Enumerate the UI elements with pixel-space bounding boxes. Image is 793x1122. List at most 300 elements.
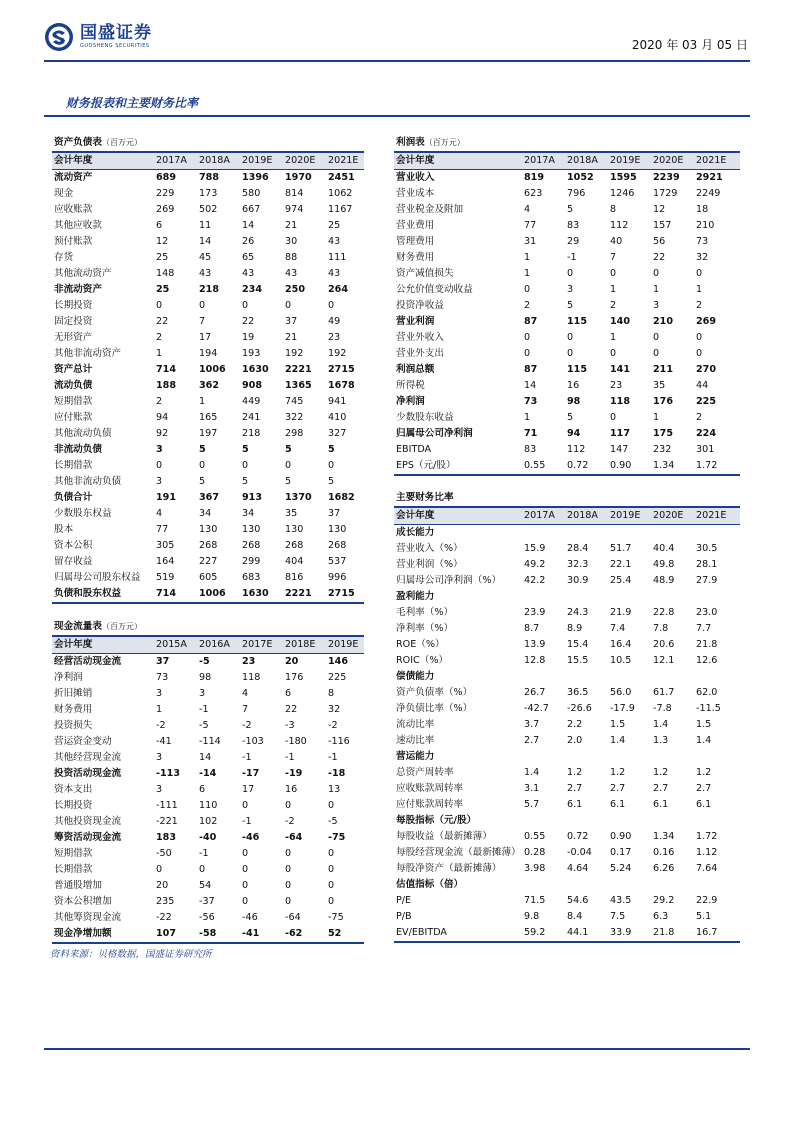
row-label: 营运能力 (396, 751, 435, 762)
table-row (394, 653, 740, 669)
table-row (52, 218, 364, 234)
row-value: 211 (653, 364, 674, 375)
row-value: 176 (285, 672, 304, 683)
row-value: 43 (328, 236, 341, 247)
row-value: -62 (285, 926, 328, 943)
row-value: -113 (156, 768, 181, 779)
row-value: 73 (156, 672, 169, 683)
row-value (653, 877, 696, 893)
row-value: 4 (156, 508, 163, 519)
row-value: 192 (328, 348, 347, 359)
row-label: 长期借款 (54, 864, 93, 875)
row-value: 3 (156, 444, 163, 455)
row-value: 8.9 (567, 623, 583, 634)
row-value: -1 (285, 752, 295, 763)
row-value: -17.9 (610, 703, 635, 714)
row-label: 长期投资 (54, 800, 93, 811)
row-label: 资产减值损失 (396, 268, 454, 279)
row-value: 0 (653, 268, 660, 279)
row-value: 6 (156, 220, 163, 231)
row-value: -18 (328, 768, 346, 779)
row-value: 44.1 (567, 925, 610, 942)
row-value: 519 (156, 572, 175, 583)
row-label: 营业利润（%） (396, 559, 463, 570)
table-row (52, 686, 364, 702)
table-row (394, 829, 740, 845)
table-row (52, 314, 364, 330)
table-row (52, 538, 364, 554)
row-value: 23 (242, 656, 256, 667)
row-value: 4.64 (567, 863, 589, 874)
row-value (610, 525, 653, 542)
table-row (394, 781, 740, 797)
row-value: 814 (285, 188, 304, 199)
row-label: 营业外收入 (396, 332, 444, 343)
table-row (52, 410, 364, 426)
row-value: 21 (285, 332, 298, 343)
row-value: 94 (156, 412, 169, 423)
row-value: 5 (242, 476, 249, 487)
row-value: 35 (285, 508, 298, 519)
row-value: 77 (156, 524, 169, 535)
row-label: 资产总计 (54, 364, 93, 375)
row-value: 6.1 (696, 799, 712, 810)
row-value: -2 (242, 720, 252, 731)
row-value (567, 589, 610, 605)
row-value: 73 (696, 236, 709, 247)
row-value: 0.55 (524, 458, 567, 475)
row-value: 0 (610, 268, 617, 279)
row-value: 140 (610, 316, 631, 327)
row-value: 28.1 (696, 559, 718, 570)
row-value: 35 (653, 380, 666, 391)
row-label: 营业收入（%） (396, 543, 463, 554)
row-value: 15.9 (524, 543, 546, 554)
row-value: 22 (242, 316, 255, 327)
row-value: 191 (156, 492, 177, 503)
row-value: 5 (242, 444, 249, 455)
row-value (524, 749, 567, 765)
row-value: 54 (199, 880, 212, 891)
table-row (52, 814, 364, 830)
row-value: 2.7 (653, 783, 669, 794)
table-row (394, 621, 740, 637)
row-value: 270 (696, 364, 717, 375)
row-value: 0 (328, 880, 335, 891)
row-value: 224 (696, 428, 717, 439)
row-value: 141 (610, 364, 631, 375)
row-value (610, 669, 653, 685)
row-label: 经营活动现金流 (54, 656, 122, 667)
row-value (696, 525, 740, 542)
row-value: -114 (199, 736, 221, 747)
row-value: 115 (567, 364, 588, 375)
row-value: 1 (156, 704, 163, 715)
row-value: 2 (156, 396, 163, 407)
row-value: 268 (199, 540, 218, 551)
row-value: 327 (328, 428, 347, 439)
row-value: 130 (328, 524, 347, 535)
row-value: 268 (328, 540, 347, 551)
row-value: 107 (156, 926, 199, 943)
logo-chinese-name: 国盛证券 (80, 23, 152, 43)
row-value: 745 (285, 396, 304, 407)
row-value: 30.5 (696, 543, 718, 554)
row-value: -2 (328, 720, 338, 731)
row-value: 1.2 (653, 767, 669, 778)
row-label: 现金 (54, 188, 74, 199)
row-value: 118 (610, 396, 631, 407)
row-value: 908 (242, 380, 263, 391)
row-value: 0 (285, 896, 292, 907)
row-value: 1246 (610, 188, 635, 199)
row-value: 0 (610, 412, 617, 423)
table-row (394, 669, 740, 685)
table-row (394, 218, 740, 234)
table-row (52, 298, 364, 314)
header-year: 2017E (242, 636, 285, 654)
report-date: 2020 年 03 月 05 日 (631, 38, 748, 52)
table-row (394, 266, 740, 282)
row-label: 其他经营现金流 (54, 752, 122, 763)
row-label: 其他投资现金流 (54, 816, 122, 827)
row-value: 29.2 (653, 895, 675, 906)
row-value: 1.12 (696, 847, 718, 858)
row-value: 43 (199, 268, 212, 279)
row-value (567, 877, 610, 893)
row-value: 0.17 (610, 847, 632, 858)
row-value: 8 (328, 688, 335, 699)
row-value: 4 (524, 204, 531, 215)
row-value: -221 (156, 816, 178, 827)
row-value: 14 (242, 220, 255, 231)
row-value: -46 (242, 832, 260, 843)
row-value: 796 (567, 188, 586, 199)
header-label: 会计年度 (394, 152, 524, 170)
row-value: 1630 (242, 586, 285, 603)
row-value: -75 (328, 832, 346, 843)
row-label: 资产负债率（%） (396, 687, 473, 698)
row-label: 其他流动负债 (54, 428, 112, 439)
row-label: 净负债比率（%） (396, 703, 473, 714)
table-row (394, 525, 740, 542)
row-value: 1.72 (696, 458, 740, 475)
row-value: 43 (285, 268, 298, 279)
row-value: 0.72 (567, 831, 589, 842)
row-value: 1 (610, 332, 617, 343)
row-value: 12.8 (524, 655, 546, 666)
row-value: 268 (242, 540, 261, 551)
table-row (394, 394, 740, 410)
row-value: 165 (199, 412, 218, 423)
row-value: 15.4 (567, 639, 589, 650)
header-year: 2019E (242, 152, 285, 170)
header-year: 2020E (653, 152, 696, 170)
row-value: 12.6 (696, 655, 718, 666)
row-value: 30.9 (567, 575, 589, 586)
row-value: 1970 (285, 172, 312, 183)
row-value: -64 (285, 832, 303, 843)
row-value: 0 (242, 460, 249, 471)
row-value: 16.4 (610, 639, 632, 650)
row-value: 14 (524, 380, 537, 391)
table-header-row (394, 507, 740, 525)
row-value: 25 (156, 284, 170, 295)
row-value: 0 (524, 348, 531, 359)
row-value: 1062 (328, 188, 353, 199)
row-value: 23.9 (524, 607, 546, 618)
table-row (394, 442, 740, 458)
row-label: 投资净收益 (396, 300, 444, 311)
row-value: 49 (328, 316, 341, 327)
row-value: 5 (567, 412, 574, 423)
header-year: 2018A (567, 152, 610, 170)
row-label: 其他筹资现金流 (54, 912, 122, 923)
financial-ratios-table (394, 490, 740, 943)
row-value: 2.7 (524, 735, 540, 746)
row-value: 19 (242, 332, 255, 343)
table-title (52, 135, 364, 152)
row-value: -2 (285, 816, 295, 827)
row-value: 0 (242, 300, 249, 311)
row-value: 449 (242, 396, 261, 407)
data-source-note: 资料来源：贝格数据，国盛证券研究所 (50, 949, 212, 960)
table-row (52, 750, 364, 766)
row-label: 公允价值变动收益 (396, 284, 473, 295)
table-row (394, 250, 740, 266)
row-value: -0.04 (567, 847, 592, 858)
row-value: 3.7 (524, 719, 540, 730)
row-value (653, 669, 696, 685)
row-value: 1729 (653, 188, 678, 199)
row-value: 98 (199, 672, 212, 683)
row-label: 流动负债 (54, 380, 93, 391)
table-row (394, 845, 740, 861)
row-value: -11.5 (696, 703, 721, 714)
table-row (394, 893, 740, 909)
row-value: 2.7 (610, 783, 626, 794)
row-value: 65 (242, 252, 255, 263)
row-value: 43 (242, 268, 255, 279)
table-row (52, 170, 364, 187)
row-value: 0 (328, 460, 335, 471)
row-value: -64 (285, 912, 301, 923)
row-value: 0.90 (610, 458, 653, 475)
row-label: 资本公积 (54, 540, 93, 551)
row-value: 87 (524, 364, 538, 375)
table-row (394, 458, 740, 475)
row-value: 88 (285, 252, 298, 263)
row-value: 115 (567, 316, 588, 327)
row-label: 营业利润 (396, 316, 435, 327)
row-value: 5 (328, 444, 335, 455)
row-value: 269 (156, 204, 175, 215)
row-value: 10.5 (610, 655, 632, 666)
row-value: 164 (156, 556, 175, 567)
row-label: 利润总额 (396, 364, 435, 375)
table-row (52, 394, 364, 410)
row-label: 流动比率 (396, 719, 435, 730)
row-value: 2715 (328, 364, 355, 375)
row-value: 29 (567, 236, 580, 247)
table-row (52, 554, 364, 570)
row-value: 77 (524, 220, 537, 231)
row-value: -1 (199, 704, 209, 715)
row-value: 0 (696, 268, 703, 279)
row-value: 218 (199, 284, 220, 295)
row-value: 6.26 (653, 863, 675, 874)
row-value: 21 (285, 220, 298, 231)
row-value: 197 (199, 428, 218, 439)
row-value: -111 (156, 800, 178, 811)
table-title-text: 资产负债表 (54, 137, 102, 148)
row-label: 估值指标（倍） (396, 879, 464, 890)
row-value: 20 (285, 656, 299, 667)
row-value: -46 (242, 912, 258, 923)
row-value: 7.5 (610, 911, 626, 922)
row-value: 26.7 (524, 687, 546, 698)
row-value (610, 749, 653, 765)
header-year: 2016A (199, 636, 242, 654)
row-value: -3 (285, 720, 295, 731)
header-label: 会计年度 (394, 507, 524, 525)
row-value: 1.4 (696, 735, 712, 746)
header-year: 2017A (524, 507, 567, 525)
row-value: 3 (156, 688, 163, 699)
row-value: 11 (199, 220, 212, 231)
table-row (394, 186, 740, 202)
row-value: 0 (242, 848, 249, 859)
row-value: -41 (242, 926, 285, 943)
row-value: -41 (156, 736, 172, 747)
row-value: 234 (242, 284, 263, 295)
header-year: 2021E (696, 507, 740, 525)
header-divider (44, 60, 750, 62)
row-value: 0 (328, 800, 335, 811)
table-row (394, 234, 740, 250)
row-value: 1.5 (610, 719, 626, 730)
row-value: 502 (199, 204, 218, 215)
row-value: 0 (524, 332, 531, 343)
row-value: 2.7 (567, 783, 583, 794)
row-value: 5.7 (524, 799, 540, 810)
row-value: 5 (199, 476, 206, 487)
row-value: 22.8 (653, 607, 675, 618)
table-row (52, 378, 364, 394)
row-value: 225 (696, 396, 717, 407)
row-value: 3 (156, 476, 163, 487)
row-value: 362 (199, 380, 220, 391)
row-value: -5 (199, 656, 210, 667)
row-value: 3 (653, 300, 660, 311)
row-label: 固定投资 (54, 316, 93, 327)
row-value: 689 (156, 172, 177, 183)
row-label: 其他应收款 (54, 220, 102, 231)
row-value: 1.4 (524, 767, 540, 778)
row-value: 0 (285, 800, 292, 811)
row-value: 22 (285, 704, 298, 715)
row-value: 3 (567, 284, 574, 295)
page-header (44, 22, 750, 58)
row-value: -42.7 (524, 703, 549, 714)
row-label: 偿债能力 (396, 671, 435, 682)
row-label: 资本公积增加 (54, 896, 112, 907)
row-value: 1006 (199, 364, 226, 375)
table-row (394, 202, 740, 218)
row-label: 长期借款 (54, 460, 93, 471)
row-value: 4 (242, 688, 249, 699)
row-value: 2 (156, 332, 163, 343)
table-row (394, 749, 740, 765)
row-value: 111 (328, 252, 347, 263)
table-title (394, 135, 740, 152)
row-value: 13.9 (524, 639, 546, 650)
table-row (394, 925, 740, 942)
row-value: 73 (524, 396, 538, 407)
row-label: 其他非流动负债 (54, 476, 122, 487)
row-value: -103 (242, 736, 264, 747)
row-value: 301 (696, 444, 715, 455)
row-value: 1052 (567, 172, 594, 183)
row-value: 1 (156, 348, 163, 359)
table-row (394, 346, 740, 362)
row-value: -1 (567, 252, 577, 263)
table-row (394, 637, 740, 653)
row-value: 21.8 (696, 639, 718, 650)
row-value (653, 749, 696, 765)
row-value: 26 (242, 236, 255, 247)
row-value: 235 (156, 896, 175, 907)
row-value: 0 (696, 332, 703, 343)
table-row (52, 846, 364, 862)
row-value: 52 (328, 926, 364, 943)
row-value: 410 (328, 412, 347, 423)
row-label: 应付账款周转率 (396, 799, 464, 810)
row-value: -37 (199, 896, 215, 907)
row-value: 996 (328, 572, 347, 583)
header-year: 2015A (156, 636, 199, 654)
row-value: 32 (696, 252, 709, 263)
row-value: 17 (199, 332, 212, 343)
row-value: 913 (242, 492, 263, 503)
row-label: 营运资金变动 (54, 736, 112, 747)
row-value: 268 (285, 540, 304, 551)
row-label: 留存收益 (54, 556, 93, 567)
row-label: 总资产周转率 (396, 767, 454, 778)
row-value: 21.8 (653, 925, 696, 942)
row-value: 130 (199, 524, 218, 535)
row-value: 0 (285, 300, 292, 311)
row-value: 1396 (242, 172, 269, 183)
row-value: 5 (328, 476, 335, 487)
row-value: 2 (524, 300, 531, 311)
row-label: 非流动负债 (54, 444, 102, 455)
row-label: 其他非流动资产 (54, 348, 122, 359)
table-row (52, 830, 364, 846)
row-value: 2 (610, 300, 617, 311)
row-value: 2221 (285, 586, 328, 603)
row-value: 225 (328, 672, 347, 683)
table-title-text: 现金流量表 (54, 621, 102, 632)
row-value: 20.6 (653, 639, 675, 650)
row-label: 普通股增加 (54, 880, 102, 891)
row-value: 94 (567, 428, 581, 439)
row-value: 1.2 (696, 767, 712, 778)
table-row (52, 362, 364, 378)
row-label: 其他流动资产 (54, 268, 112, 279)
row-value: 1678 (328, 380, 355, 391)
row-value: 788 (199, 172, 220, 183)
